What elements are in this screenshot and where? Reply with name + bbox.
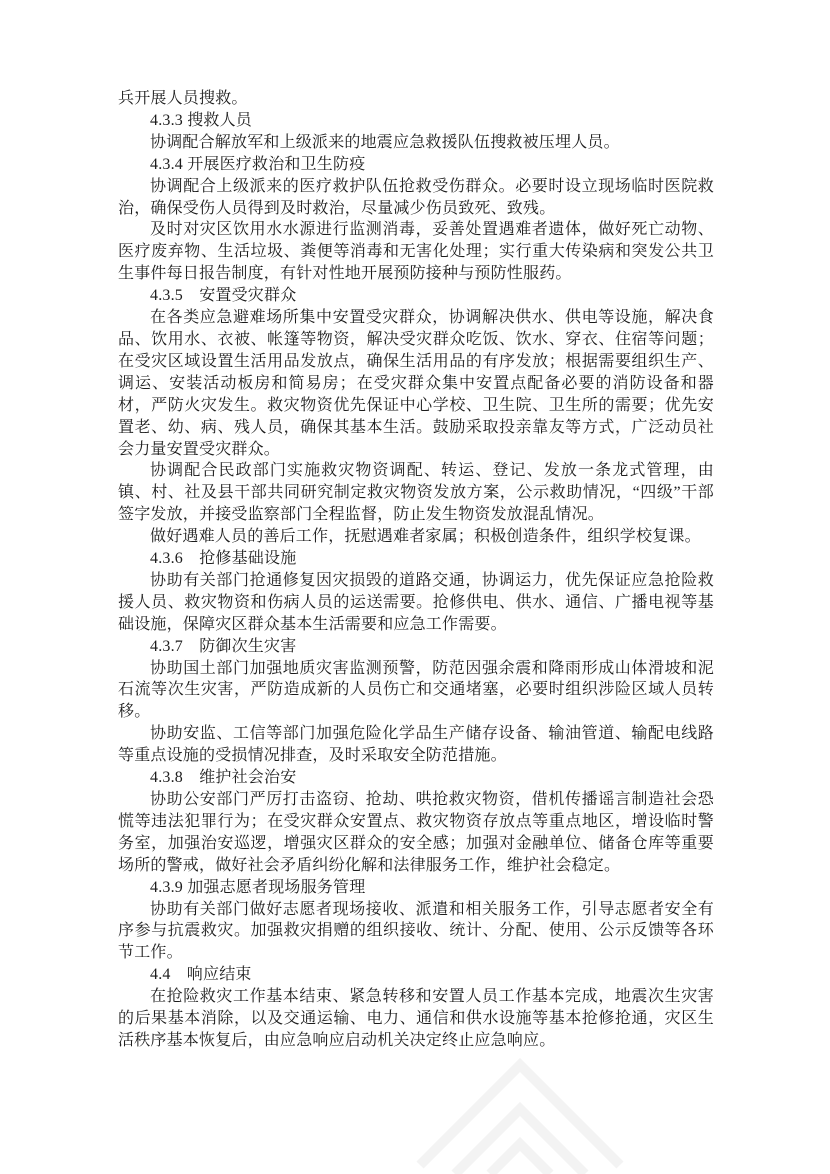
- section-heading: 4.3.5 安置受灾群众: [150, 287, 297, 305]
- paragraph: 在抢险救灾工作基本结束、紧急转移和安置人员工作基本完成，地震次生灾害的后果基本消除，以及交通运输、电力、通信和供水设施等基本抢修抢通，灾区生活秩序基本恢复后，由应急响应启动机关决定终止应急响应。: [118, 988, 714, 1049]
- paragraph: 协助安监、工信等部门加强危险化学品生产储存设备、输油管道、输配电线路等重点设施的受损情况排查，及时采取安全防范措施。: [118, 725, 714, 765]
- paragraph: 兵开展人员搜救。: [118, 90, 248, 107]
- section-heading: 4.3.4 开展医疗救治和卫生防疫: [150, 155, 366, 173]
- document-content: [118, 88, 714, 1052]
- paragraph: 协助国土部门加强地质灾害监测预警，防范因强余震和降雨形成山体滑坡和泥石流等次生灾害，严防造成新的人员伤亡和交通堵塞，必要时组织涉险区域人员转移。: [118, 659, 714, 721]
- paragraph: 协助有关部门抢通修复因灾损毁的道路交通，协调运力，优先保证应急抢险救援人员、救灾物资和伤病人员的运送需要。抢修供电、供水、通信、广播电视等基础设施，保障灾区群众基本生活需要和应急工作需要。: [118, 571, 714, 633]
- paragraph: 协调配合民政部门实施救灾物资调配、转运、登记、发放一条龙式管理，由镇、村、社及县干部共同研究制定救灾物资发放方案，公示救助情况，“四级”干部签字发放，并接受监察部门全程监督，防止发生物资发放混乱情况。: [118, 462, 714, 524]
- section-heading: 4.4 响应结束: [150, 966, 252, 984]
- section-heading: 4.3.3 搜救人员: [150, 111, 253, 129]
- paragraph: 做好遇难人员的善后工作，抚慰遇难者家属；积极创造条件，组织学校复课。: [150, 528, 701, 546]
- paragraph: 协助公安部门严厉打击盗窃、抢劫、哄抢救灾物资，借机传播谣言制造社会恐慌等违法犯罪行为；在受灾群众安置点、救灾物资存放点等重点地区，增设临时警务室，加强治安巡逻，增强灾区群众的安全感；加强对金融单位、储备仓库等重要场所的警戒，做好社会矛盾纠纷化解和法律服务工作，维护社会稳定。: [118, 791, 714, 874]
- paragraph: 协调配合上级派来的医疗救护队伍抢救受伤群众。必要时设立现场临时医院救治，确保受伤人员得到及时救治，尽量减少伤员致死、致残。: [118, 177, 714, 217]
- section-heading: 4.3.7 防御次生灾害: [150, 637, 297, 655]
- paragraph: 协调配合解放军和上级派来的地震应急救援队伍搜救被压埋人员。: [150, 133, 620, 151]
- paragraph: 在各类应急避难场所集中安置受灾群众，协调解决供水、供电等设施，解决食品、饮用水、衣被、帐篷等物资，解决受灾群众吃饭、饮水、穿衣、住宿等问题；在受灾区域设置生活用品发放点，确保生活用品的有序发放；根据需要组织生产、调运、安装活动板房和简易房；在受灾群众集中安置点配备必要的消防设备和器材，严防火灾发生。救灾物资优先保证中心学校、卫生院、卫生所的需要；优先安置老、幼、病、残人员，确保其基本生活。鼓励采取投亲靠友等方式，广泛动员社会力量安置受灾群众。: [118, 309, 714, 458]
- paragraph: 协助有关部门做好志愿者现场接收、派遣和相关服务工作，引导志愿者安全有序参与抗震救灾。加强救灾捐赠的组织接收、统计、分配、使用、公示反馈等各环节工作。: [118, 900, 714, 962]
- section-heading: 4.3.9 加强志愿者现场服务管理: [150, 878, 366, 896]
- faint-emblem-watermark: [400, 1045, 640, 1174]
- section-heading: 4.3.6 抢修基础设施: [150, 550, 297, 568]
- paragraph: 及时对灾区饮用水水源进行监测消毒，妥善处置遇难者遗体，做好死亡动物、医疗废弃物、生活垃圾、粪便等消毒和无害化处理；实行重大传染病和突发公共卫生事件每日报告制度，有针对性地开展预防接种与预防性服药。: [118, 221, 714, 283]
- section-heading: 4.3.8 维护社会治安: [150, 769, 297, 787]
